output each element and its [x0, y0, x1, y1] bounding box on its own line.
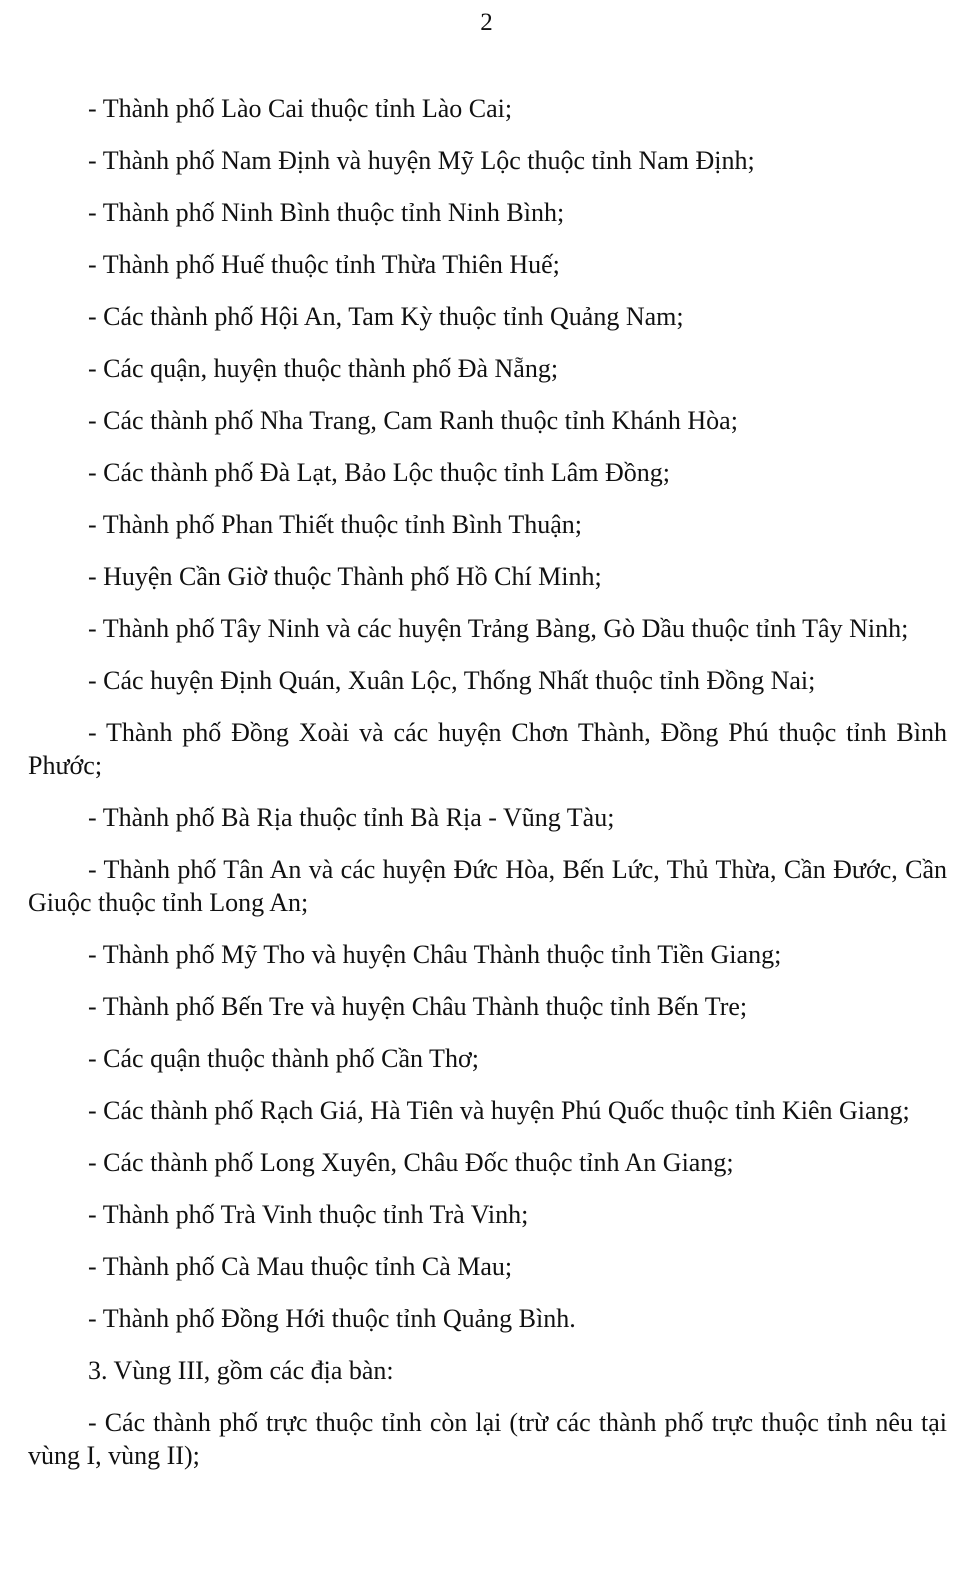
list-item: - Thành phố Mỹ Tho và huyện Châu Thành thuộc tỉnh Tiền Giang; [88, 940, 782, 969]
list-item: - Thành phố Bến Tre và huyện Châu Thành thuộc tỉnh Bến Tre; [88, 992, 748, 1021]
list-item: - Các thành phố Long Xuyên, Châu Đốc thuộc tỉnh An Giang; [88, 1148, 734, 1177]
list-item: - Các quận thuộc thành phố Cần Thơ; [88, 1044, 479, 1073]
list-item: - Các thành phố Hội An, Tam Kỳ thuộc tỉnh Quảng Nam; [88, 302, 684, 331]
list-item: - Thành phố Lào Cai thuộc tỉnh Lào Cai; [88, 94, 513, 123]
list-item: - Thành phố Cà Mau thuộc tỉnh Cà Mau; [88, 1252, 513, 1281]
list-item: - Các thành phố Đà Lạt, Bảo Lộc thuộc tỉnh Lâm Đồng; [88, 458, 670, 487]
list-item: - Thành phố Đồng Hới thuộc tỉnh Quảng Bình. [88, 1304, 576, 1333]
list-item: - Thành phố Nam Định và huyện Mỹ Lộc thuộc tỉnh Nam Định; [88, 146, 755, 175]
list-item: - Thành phố Ninh Bình thuộc tỉnh Ninh Bình; [88, 198, 565, 227]
list-item: - Các huyện Định Quán, Xuân Lộc, Thống Nhất thuộc tỉnh Đồng Nai; [88, 666, 816, 695]
list-item: - Thành phố Bà Rịa thuộc tỉnh Bà Rịa - Vũng Tàu; [88, 803, 615, 832]
list-item: - Các quận, huyện thuộc thành phố Đà Nẵng; [88, 354, 559, 383]
list-item: - Thành phố Phan Thiết thuộc tỉnh Bình Thuận; [88, 510, 582, 539]
list-item: - Thành phố Đồng Xoài và các huyện Chơn Thành, Đồng Phú thuộc tỉnh Bình Phước; [28, 718, 947, 780]
list-item: - Các thành phố trực thuộc tỉnh còn lại (trừ các thành phố trực thuộc tỉnh nêu tại vùng I, vùng II); [28, 1408, 947, 1470]
list-item: - Thành phố Tây Ninh và các huyện Trảng Bàng, Gò Dầu thuộc tỉnh Tây Ninh; [88, 614, 909, 643]
list-item: - Thành phố Huế thuộc tỉnh Thừa Thiên Huế; [88, 250, 560, 279]
page-number: 2 [480, 9, 493, 36]
list-item: - Thành phố Trà Vinh thuộc tỉnh Trà Vinh; [88, 1200, 529, 1229]
list-item: - Các thành phố Nha Trang, Cam Ranh thuộc tỉnh Khánh Hòa; [88, 406, 738, 435]
list-item: - Thành phố Tân An và các huyện Đức Hòa, Bến Lức, Thủ Thừa, Cần Đước, Cần Giuộc thuộc tỉnh Long An; [28, 855, 947, 917]
section-heading: 3. Vùng III, gồm các địa bàn: [88, 1356, 394, 1385]
document-body [28, 92, 947, 1491]
list-item: - Huyện Cần Giờ thuộc Thành phố Hồ Chí Minh; [88, 562, 602, 591]
list-item: - Các thành phố Rạch Giá, Hà Tiên và huyện Phú Quốc thuộc tỉnh Kiên Giang; [88, 1096, 910, 1125]
